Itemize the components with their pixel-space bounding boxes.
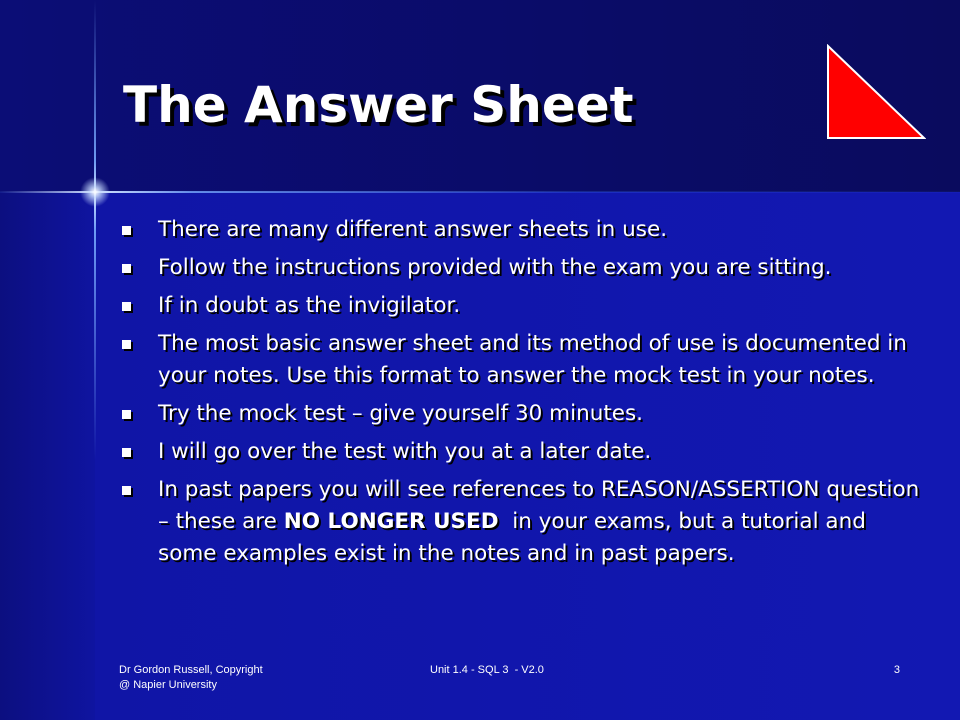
bullet-item xyxy=(120,398,920,430)
bullet-text: There are many different answer sheets in use. xyxy=(158,217,668,242)
footer-unit: Unit 1.4 - SQL 3 - V2.0 xyxy=(430,664,544,676)
bullet-text: Follow the instructions provided with the exam you are sitting. xyxy=(158,255,832,280)
footer-copyright xyxy=(119,663,339,693)
footer-institution: @ Napier University xyxy=(119,679,217,691)
bullet-text-after: in your exams, but a tutorial and some examples exist in the notes and in past papers. xyxy=(158,509,873,566)
square-bullet-icon xyxy=(122,340,131,349)
horizontal-light-line xyxy=(0,191,960,193)
bullet-item xyxy=(120,474,920,570)
bullet-text: I will go over the test with you at a later date. xyxy=(158,439,652,464)
bullet-item xyxy=(120,328,920,392)
slide-title: The Answer Sheet xyxy=(123,76,634,134)
vertical-light-line xyxy=(94,0,96,460)
square-bullet-icon xyxy=(122,264,131,273)
bullet-item xyxy=(120,436,920,468)
bullet-item xyxy=(120,290,920,322)
bullet-text: If in doubt as the invigilator. xyxy=(158,293,461,318)
left-band xyxy=(0,192,95,720)
bullet-list xyxy=(120,214,920,576)
bullet-text-before: In past papers you will see references to REASON/ASSERTION question – these are xyxy=(158,477,920,534)
footer-page-number: 3 xyxy=(893,664,900,676)
bullet-item xyxy=(120,214,920,246)
red-triangle-icon xyxy=(826,44,926,140)
bullet-item xyxy=(120,252,920,284)
square-bullet-icon xyxy=(122,448,131,457)
footer-author: Dr Gordon Russell, Copyright xyxy=(119,664,263,676)
bullet-text-emphasis: NO LONGER USED xyxy=(283,509,499,534)
square-bullet-icon xyxy=(122,226,131,235)
bullet-text: Try the mock test – give yourself 30 minutes. xyxy=(158,401,644,426)
bullet-text: The most basic answer sheet and its method of use is documented in your notes. Use this format to answer the mock test in your notes. xyxy=(158,331,907,388)
square-bullet-icon xyxy=(122,302,131,311)
light-flare xyxy=(80,177,110,207)
square-bullet-icon xyxy=(122,486,131,495)
square-bullet-icon xyxy=(122,410,131,419)
